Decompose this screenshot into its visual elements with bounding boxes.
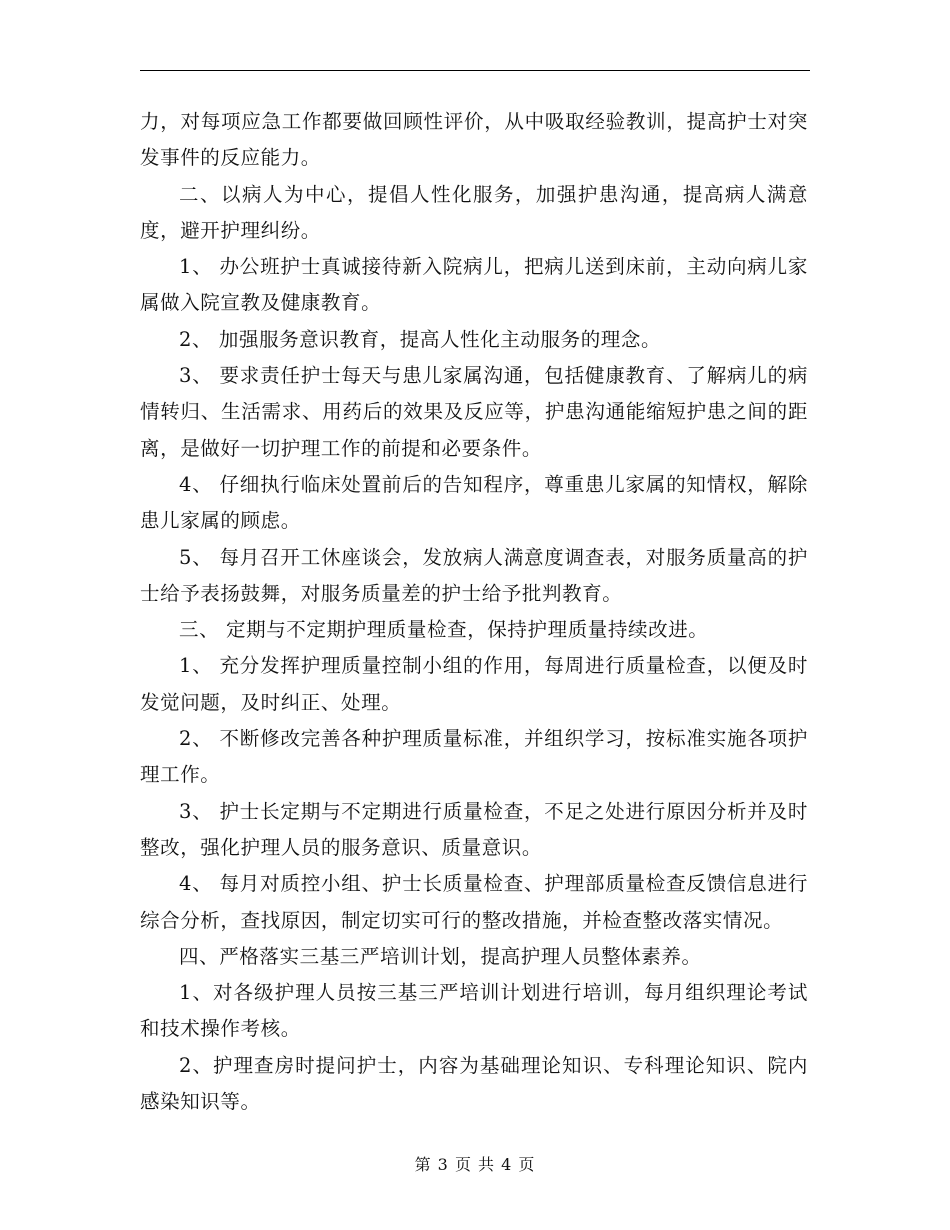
list-item: 1、对各级护理人员按三基三严培训计划进行培训，每月组织理论考试和技术操作考核。 — [140, 981, 808, 1041]
list-item: 2、 不断修改完善各种护理质量标准，并组织学习，按标准实施各项护理工作。 — [140, 727, 808, 787]
list-item: 5、 每月召开工休座谈会，发放病人满意度调查表，对服务质量高的护士给予表扬鼓舞，对服务质量差的护士给予批判教育。 — [140, 545, 808, 605]
document-body — [140, 104, 808, 1120]
list-item: 4、 每月对质控小组、护士长质量检查、护理部质量检查反馈信息进行综合分析，查找原因，制定切实可行的整改措施，并检查整改落实情况。 — [140, 872, 808, 932]
list-item: 4、 仔细执行临床处置前后的告知程序，尊重患儿家属的知情权，解除患儿家属的顾虑。 — [140, 472, 808, 533]
list-item: 1、 办公班护士真诚接待新入院病儿，把病儿送到床前，主动向病儿家属做入院宣教及健康教育。 — [140, 255, 808, 315]
list-item: 3、 护士长定期与不定期进行质量检查，不足之处进行原因分析并及时整改，强化护理人员的服务意识、质量意识。 — [140, 799, 808, 859]
paragraph: 力，对每项应急工作都要做回顾性评价，从中吸取经验教训，提高护士对突发事件的反应能力。 — [140, 110, 808, 170]
list-item: 2、 加强服务意识教育，提高人性化主动服务的理念。 — [179, 327, 662, 351]
header-rule — [140, 70, 810, 71]
section-heading: 三、 定期与不定期护理质量检查，保持护理质量持续改进。 — [179, 618, 709, 642]
section-heading: 四、严格落实三基三严培训计划，提高护理人员整体素养。 — [179, 944, 702, 968]
section-heading: 二、以病人为中心，提倡人性化服务，加强护患沟通，提高病人满意度，避开护理纠纷。 — [140, 182, 808, 242]
list-item: 3、 要求责任护士每天与患儿家属沟通，包括健康教育、了解病儿的病情转归、生活需求、用药后的效果及反应等，护患沟通能缩短护患之间的距离，是做好一切护理工作的前提和必要条件。 — [140, 364, 808, 460]
list-item: 1、 充分发挥护理质量控制小组的作用，每周进行质量检查，以便及时发觉问题，及时纠正、处理。 — [140, 654, 808, 714]
list-item: 2、护理查房时提问护士，内容为基础理论知识、专科理论知识、院内感染知识等。 — [140, 1053, 808, 1114]
page-number: 第 3 页 共 4 页 — [414, 1155, 536, 1174]
